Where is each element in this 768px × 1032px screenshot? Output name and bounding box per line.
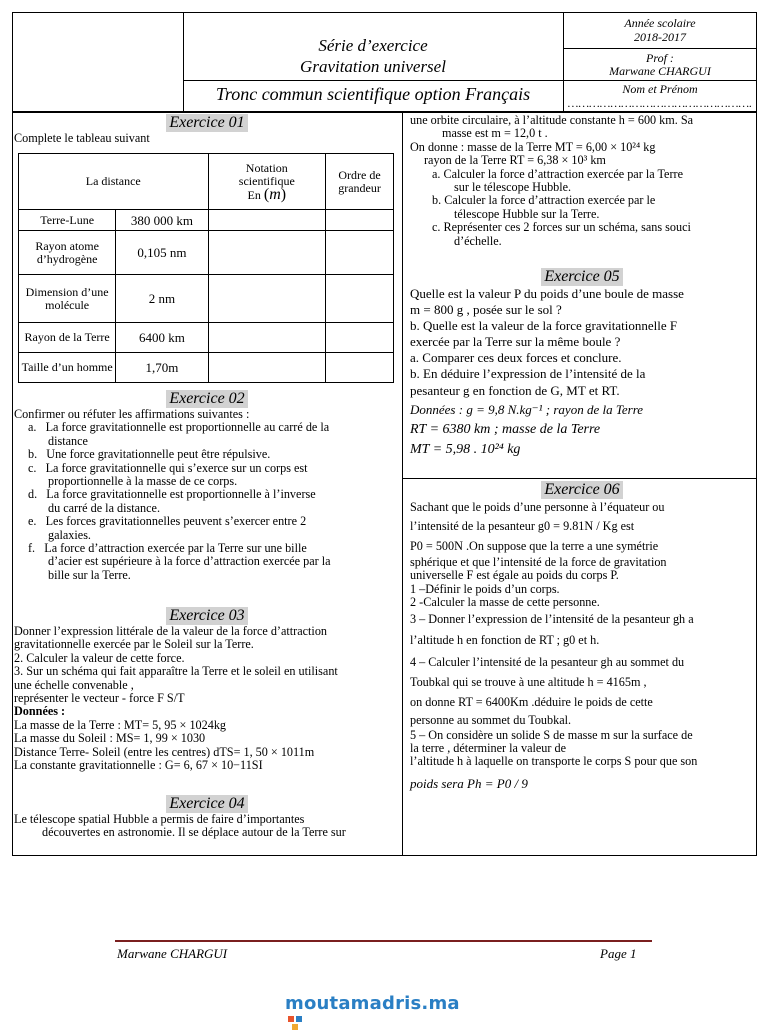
ordre-cell[interactable]	[326, 353, 394, 383]
site-logo[interactable]	[285, 993, 475, 1019]
notation-cell[interactable]	[208, 353, 326, 383]
ordre-cell[interactable]	[326, 275, 394, 323]
year-value: 2018-2017	[634, 30, 686, 44]
table-row: Rayon atome d’hydrogène 0,105 nm	[19, 231, 394, 275]
logo-icon	[288, 1016, 302, 1030]
column-divider	[402, 112, 403, 856]
ex2-title: Exercice 02	[166, 390, 247, 408]
year-label: Année scolaire	[624, 16, 696, 30]
ex4-title: Exercice 04	[166, 795, 247, 813]
logo-text: moutamadris.ma	[285, 993, 460, 1014]
ex1-table	[18, 153, 394, 383]
ex6-block: Exercice 06 Sachant que le poids d’une personne à l’équateur ou l’intensité de la pesanteur g0 = 9.81N / Kg est P0 = 500N .On suppose que la terre a une symétrie sphérique et que l’intensité de la force de gravitation universelle F est égale au poids du corps P. 1 –Définir le poids d’un corps. 2 -Calculer la masse de cette personne. 3 – Donner l’expression de l’intensité de la pesanteur gh a l’altitude h en fonction de RT ; g0 et h. 4 – Calculer l’intensité de la pesanteur gh au sommet du Toubkal qui se trouve à une altitude h = 4165m , on donne RT = 6400Km .déduire le poids de cette personne au sommet du Toubkal. 5 – On considère un solide S de masse m sur la surface de la terre , déterminer la valeur de l’altitude h à laquelle on transporte le corps S pour que son poids sera Ph = P0 / 9	[410, 481, 698, 791]
prof-label: Prof :	[646, 51, 674, 65]
ex4-block-left: Exercice 04 Le télescope spatial Hubble a permis de faire d’importantes découvertes en astronomie. Il se déplace autour de la Terre sur	[14, 795, 346, 840]
ex4-block-right: une orbite circulaire, à l’altitude constante h = 600 km. Sa masse est m = 12,0 t . On donne : masse de la Terre MT = 6,00 × 10²⁴ kg rayon de la Terre RT = 6,38 × 10³ km a. Calculer la force d’attraction exercée par la Terre sur le télescope Hubble. b. Calculer la force d’attraction exercée par le télescope Hubble sur la Terre. c. Représenter ces 2 forces sur un schéma, sans souci d’échelle.	[410, 113, 694, 248]
ordre-cell[interactable]	[326, 231, 394, 275]
name-dots[interactable]: …………………………………………….	[567, 96, 753, 110]
footer-page: Page 1	[600, 946, 637, 961]
ex5-ex6-divider	[402, 478, 757, 479]
ex1-intro: Complete le tableau suivant	[14, 131, 150, 145]
ex2-block: Exercice 02 Confirmer ou réfuter les affirmations suivantes : a. La force gravitationnelle est proportionnelle au carré de la distance b. Une force gravitationnelle peut être répulsive. c. La force gravitationnelle qui s’exerce sur un corps est proportionnelle à la masse de ce corps. d. La force gravitationnelle est proportionnelle à l’inverse du carré de la distance. e. Les forces gravitationnelles peuvent s’exercer entre 2 galaxies. f. La force d’attraction exercée par la Terre sur une bille d’acier est supérieure à la force d’attraction exercée par la bille sur la Terre.	[14, 390, 331, 582]
ex5-block: Exercice 05 Quelle est la valeur P du poids d’une boule de masse m = 800 g , posée sur le sol ? b. Quelle est la valeur de la force gravitationnelle F exercée par la Terre sur la même boule ? a. Comparer ces deux forces et conclure. b. En déduire l’expression de l’intensité de la pesanteur g en fonction de G, MT et RT. Données : g = 9,8 N.kg⁻¹ ; rayon de la Terre RT = 6380 km ; masse de la Terre MT = 5,98 . 10²⁴ kg	[410, 268, 684, 457]
prof-name: Marwane CHARGUI	[609, 64, 711, 78]
ex3-title: Exercice 03	[166, 607, 247, 625]
table-row: Dimension d’une molécule 2 nm	[19, 275, 394, 323]
ex3-block: Exercice 03 Donner l’expression littérale de la valeur de la force d’attraction gravitationnelle exercée par le Soleil sur la Terre. 2. Calculer la valeur de cette force. 3. Sur un schéma qui fait apparaître la Terre et le soleil en utilisant une échelle convenable , représenter le vecteur - force F S/T Données : La masse de la Terre : MT= 5, 95 × 1024kg La masse du Soleil : MS= 1, 99 × 1030 Distance Terre- Soleil (entre les centres) dTS= 1, 50 × 1011m La constante gravitationnelle : G= 6, 67 × 10−11SI	[14, 607, 338, 773]
name-label: Nom et Prénom	[622, 82, 698, 96]
notation-cell[interactable]	[208, 323, 326, 353]
ex1-title: Exercice 01	[166, 114, 247, 132]
title-line1: Série d’exercice	[318, 36, 428, 55]
ex6-title: Exercice 06	[541, 481, 622, 499]
table-row: Rayon de la Terre 6400 km	[19, 323, 394, 353]
footer-rule	[115, 940, 652, 942]
table-row: Terre-Lune 380 000 km	[19, 210, 394, 231]
table-header-distance: La distance	[19, 154, 209, 210]
table-header-ordre: Ordre de grandeur	[326, 154, 394, 210]
footer-author: Marwane CHARGUI	[117, 946, 228, 961]
left-column	[14, 114, 400, 145]
table-header-notation: Notation scientifique En (m)	[208, 154, 326, 210]
ordre-cell[interactable]	[326, 323, 394, 353]
title-line2: Gravitation universel	[300, 57, 446, 76]
notation-cell[interactable]	[208, 231, 326, 275]
table-row: Taille d’un homme 1,70m	[19, 353, 394, 383]
ordre-cell[interactable]	[326, 210, 394, 231]
notation-cell[interactable]	[208, 275, 326, 323]
subtitle: Tronc commun scientifique option Français	[215, 84, 531, 104]
notation-cell[interactable]	[208, 210, 326, 231]
ex5-title: Exercice 05	[541, 268, 622, 286]
header-hline-r1	[563, 48, 757, 49]
header-hline-mid	[183, 80, 757, 81]
